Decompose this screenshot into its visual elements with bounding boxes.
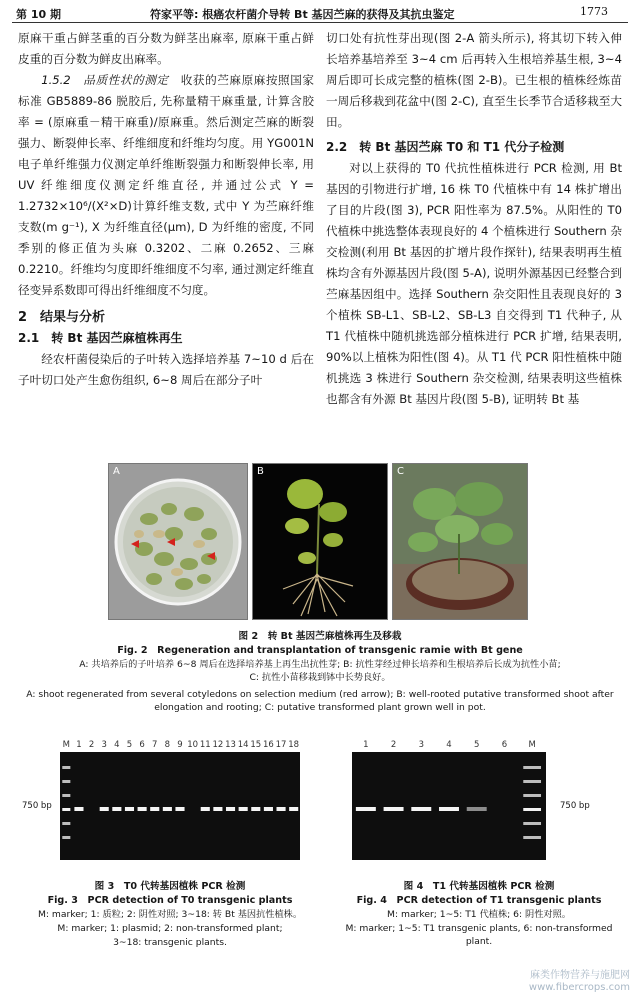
paragraph: 切口处有抗性芽出现(图 2-A 箭头所示), 将其切下转入伸长培养基培养至 3~4 cm 后再转入生根培养基生根, 3~4 周后即可长成完整的植株(图 2-B)。已生根的植株经炼苗一周后移栽到花盆中(图 2-C), 直至生长季节合适移栽至大田。 bbox=[326, 31, 622, 129]
watermark bbox=[529, 970, 630, 994]
marker-band bbox=[62, 808, 70, 811]
lane-label: 5 bbox=[126, 740, 133, 750]
pcr-band bbox=[213, 807, 222, 811]
section-heading: 2.2 转 Bt 基因苎麻 T0 和 T1 代分子检测 bbox=[326, 140, 565, 154]
pcr-band bbox=[439, 807, 459, 811]
figure-2c-photo bbox=[392, 463, 528, 620]
right-column bbox=[326, 28, 622, 410]
left-column bbox=[18, 28, 314, 391]
marker-band bbox=[62, 766, 70, 769]
paragraph: 原麻干重占鲜茎重的百分数为鲜茎出麻率, 原麻干重占鲜皮重的百分数为鲜皮出麻率。 bbox=[18, 31, 314, 66]
pcr-band bbox=[125, 807, 134, 811]
pcr-band bbox=[356, 807, 376, 811]
figure-4-caption-cn: 图 4 T1 代转基因植株 PCR 检测 bbox=[403, 881, 555, 892]
pcr-band bbox=[163, 807, 172, 811]
marker-band bbox=[62, 836, 70, 839]
lane-label: M bbox=[528, 740, 536, 750]
lane-label: 9 bbox=[177, 740, 183, 750]
lane-label: 14 bbox=[237, 740, 249, 750]
marker-band bbox=[523, 766, 541, 769]
pcr-band bbox=[74, 807, 83, 811]
page-header bbox=[0, 0, 640, 22]
lane-label: 3 bbox=[101, 740, 107, 750]
pcr-band bbox=[411, 807, 431, 811]
pcr-band bbox=[384, 807, 404, 811]
figure-3-lane-labels bbox=[60, 738, 300, 752]
section-heading: 2 结果与分析 bbox=[18, 310, 106, 325]
figure-3-gel bbox=[60, 752, 300, 860]
lane-label: 2 bbox=[390, 740, 397, 750]
figure-3-note: 3~18: transgenic plants. bbox=[113, 937, 227, 948]
figure-4-gel bbox=[352, 752, 546, 860]
lane-label: 6 bbox=[139, 740, 145, 750]
pcr-band bbox=[467, 807, 487, 811]
watermark-line: www.fibercrops.com bbox=[528, 982, 630, 993]
figure-4-marker-label: 750 bp bbox=[560, 801, 590, 811]
pcr-band bbox=[112, 807, 121, 811]
pcr-band bbox=[138, 807, 147, 811]
marker-band bbox=[62, 794, 70, 797]
lane-label: 15 bbox=[250, 740, 262, 750]
figure-2-caption-cn: 图 2 转 Bt 基因苎麻植株再生及移栽 bbox=[238, 631, 402, 642]
lane-label: 6 bbox=[501, 740, 508, 750]
lane-label: 16 bbox=[262, 740, 274, 750]
pcr-band bbox=[226, 807, 235, 811]
panel-label: A bbox=[113, 466, 120, 477]
pcr-band bbox=[100, 807, 109, 811]
lane-label: 3 bbox=[418, 740, 424, 750]
lane-label: M bbox=[62, 740, 70, 750]
lane-label: 17 bbox=[275, 740, 287, 750]
marker-band bbox=[62, 780, 70, 783]
marker-band bbox=[523, 836, 541, 839]
figure-2-note: C: 抗性小苗移栽到钵中长势良好。 bbox=[249, 672, 391, 683]
lane-label: 4 bbox=[114, 740, 120, 750]
page-number: 1773 bbox=[580, 5, 608, 18]
figure-3-marker-label: 750 bp bbox=[22, 801, 52, 811]
panel-label: B bbox=[257, 466, 264, 477]
pcr-band bbox=[239, 807, 248, 811]
figure-4-gel-bands bbox=[352, 752, 546, 860]
pcr-band bbox=[201, 807, 210, 811]
lane-label: 11 bbox=[199, 740, 211, 750]
pcr-band bbox=[277, 807, 286, 811]
figure-2-caption-en: Fig. 2 Regeneration and transplantation of transgenic ramie with Bt gene bbox=[117, 645, 523, 656]
paragraph bbox=[18, 70, 314, 301]
marker-band bbox=[523, 794, 541, 797]
figure-3-note: M: marker; 1: plasmid; 2: non-transformed plant; bbox=[57, 923, 283, 934]
lane-label: 1 bbox=[76, 740, 82, 750]
issue-number: 第 10 期 bbox=[16, 8, 61, 21]
marker-band bbox=[523, 822, 541, 825]
figure-3-caption-cn: 图 3 T0 代转基因植株 PCR 检测 bbox=[94, 881, 246, 892]
lane-label: 13 bbox=[225, 740, 236, 750]
header-rule bbox=[12, 22, 628, 23]
paragraph: 对以上获得的 T0 代抗性植株进行 PCR 检测, 用 Bt 基因的引物进行扩增, 16 株 T0 代植株中有 14 株扩增出了目的片段(图 3), PCR 阳性率为 87.5%。从阳性的 T0 代植株中挑选整体表现良好的 4 个植株进行 Southern 杂交检测(利用 Bt 基因的扩增片段作探针), 结果表明再生植株均含有外源基因片段(图 5-A), 说明外源基因已经整合到苎麻基因组中。选择 Southern 杂交阳性且表现良好的 3 个植株 SB-L1、SB-L2、SB-L3 自交得到 T1 代种子, 从 T1 代植株中随机挑选部分植株进行 PCR 扩增, 结果表明, 90%以上植株为阳性(图 4)。从 T1 代 PCR 阳性植株中随机挑选 3 株进行 Southern 杂交检测, 结果表明这些植株也都含有外源 Bt 基因片段(图 5-B), 证明转 Bt 基 bbox=[326, 161, 622, 406]
watermark-line: 麻类作物营养与施肥网 bbox=[530, 970, 630, 981]
marker-band bbox=[523, 780, 541, 783]
figure-4-lane-labels bbox=[352, 738, 546, 752]
lane-label: 7 bbox=[152, 740, 158, 750]
figure-4-caption-en: Fig. 4 PCR detection of T1 transgenic plants bbox=[356, 895, 602, 906]
figure-2a-photo bbox=[108, 463, 248, 620]
figure-3-caption-en: Fig. 3 PCR detection of T0 transgenic plants bbox=[47, 895, 293, 906]
paragraph-text: 收获的苎麻原麻按照国家标准 GB5889-86 脱胶后, 先称量精干麻重量, 计算含胶率 = (原麻重－精干麻重)/原麻重。然后测定苎麻的断裂强力、断裂伸长率、纤维细度和纤维均匀度。用 YG001N 电子单纤维强力仪测定单纤维断裂强力和断裂伸长率, 用 UV 纤维细度仪测定纤维直径, 并通过公式 Y = 1.2732×10⁶/(X²×D)计算纤维支数, 式中 Y 为苎麻纤维支数(m g⁻¹), X 为纤维直径(μm), D 为纤维的密度, 不同季别的修正值为头麻 0.3202、二麻 0.2652、三麻 0.2210。纤维均匀度即纤维细度不匀率, 通过测定纤维直径变异系数即可得出纤维细度不匀度。 bbox=[18, 73, 314, 297]
figure-2-note: elongation and rooting; C: putative transformed plant grown well in pot. bbox=[154, 702, 486, 713]
figure-4-note: M: marker; 1~5: T1 transgenic plants, 6: non-transformed plant. bbox=[345, 923, 613, 947]
marker-band bbox=[62, 822, 70, 825]
paragraph: 经农杆菌侵染后的子叶转入选择培养基 7~10 d 后在子叶切口处产生愈伤组织, 6~8 周后在部分子叶 bbox=[18, 352, 314, 387]
pcr-band bbox=[251, 807, 260, 811]
panel-label: C bbox=[397, 466, 404, 477]
pcr-band bbox=[175, 807, 184, 811]
pcr-band bbox=[150, 807, 159, 811]
lane-label: 5 bbox=[473, 740, 480, 750]
lane-label: 18 bbox=[288, 740, 300, 750]
lane-label: 2 bbox=[88, 740, 95, 750]
figure-3-note: M: marker; 1: 质粒; 2: 阴性对照; 3~18: 转 Bt 基因抗性植株。 bbox=[37, 909, 303, 920]
lane-label: 12 bbox=[212, 740, 224, 750]
lane-label: 10 bbox=[187, 740, 199, 750]
pcr-band bbox=[289, 807, 298, 811]
pcr-band bbox=[264, 807, 273, 811]
figure-2-note: A: 共培养后的子叶培养 6~8 周后在选择培养基上再生出抗性芽; B: 抗性芽经过伸长培养和生根培养后长成为抗性小苗; bbox=[79, 659, 561, 670]
figure-2-note: A: shoot regenerated from several cotyledons on selection medium (red arrow); B: well-rooted putative transformed shoot after bbox=[26, 689, 614, 700]
running-title: 符家平等: 根癌农杆菌介导转 Bt 基因苎麻的获得及其抗虫鉴定 bbox=[150, 8, 455, 21]
figure-4-note: M: marker; 1~5: T1 代植株; 6: 阴性对照。 bbox=[387, 909, 571, 920]
subsection-heading: 1.5.2 品质性状的测定 bbox=[41, 73, 169, 87]
marker-band bbox=[523, 808, 541, 811]
lane-label: 8 bbox=[164, 740, 171, 750]
lane-label: 1 bbox=[363, 740, 369, 750]
section-heading: 2.1 转 Bt 基因苎麻植株再生 bbox=[18, 331, 183, 345]
lane-label: 4 bbox=[446, 740, 452, 750]
figure-3-gel-bands bbox=[60, 752, 300, 860]
figure-2b-photo bbox=[252, 463, 388, 620]
